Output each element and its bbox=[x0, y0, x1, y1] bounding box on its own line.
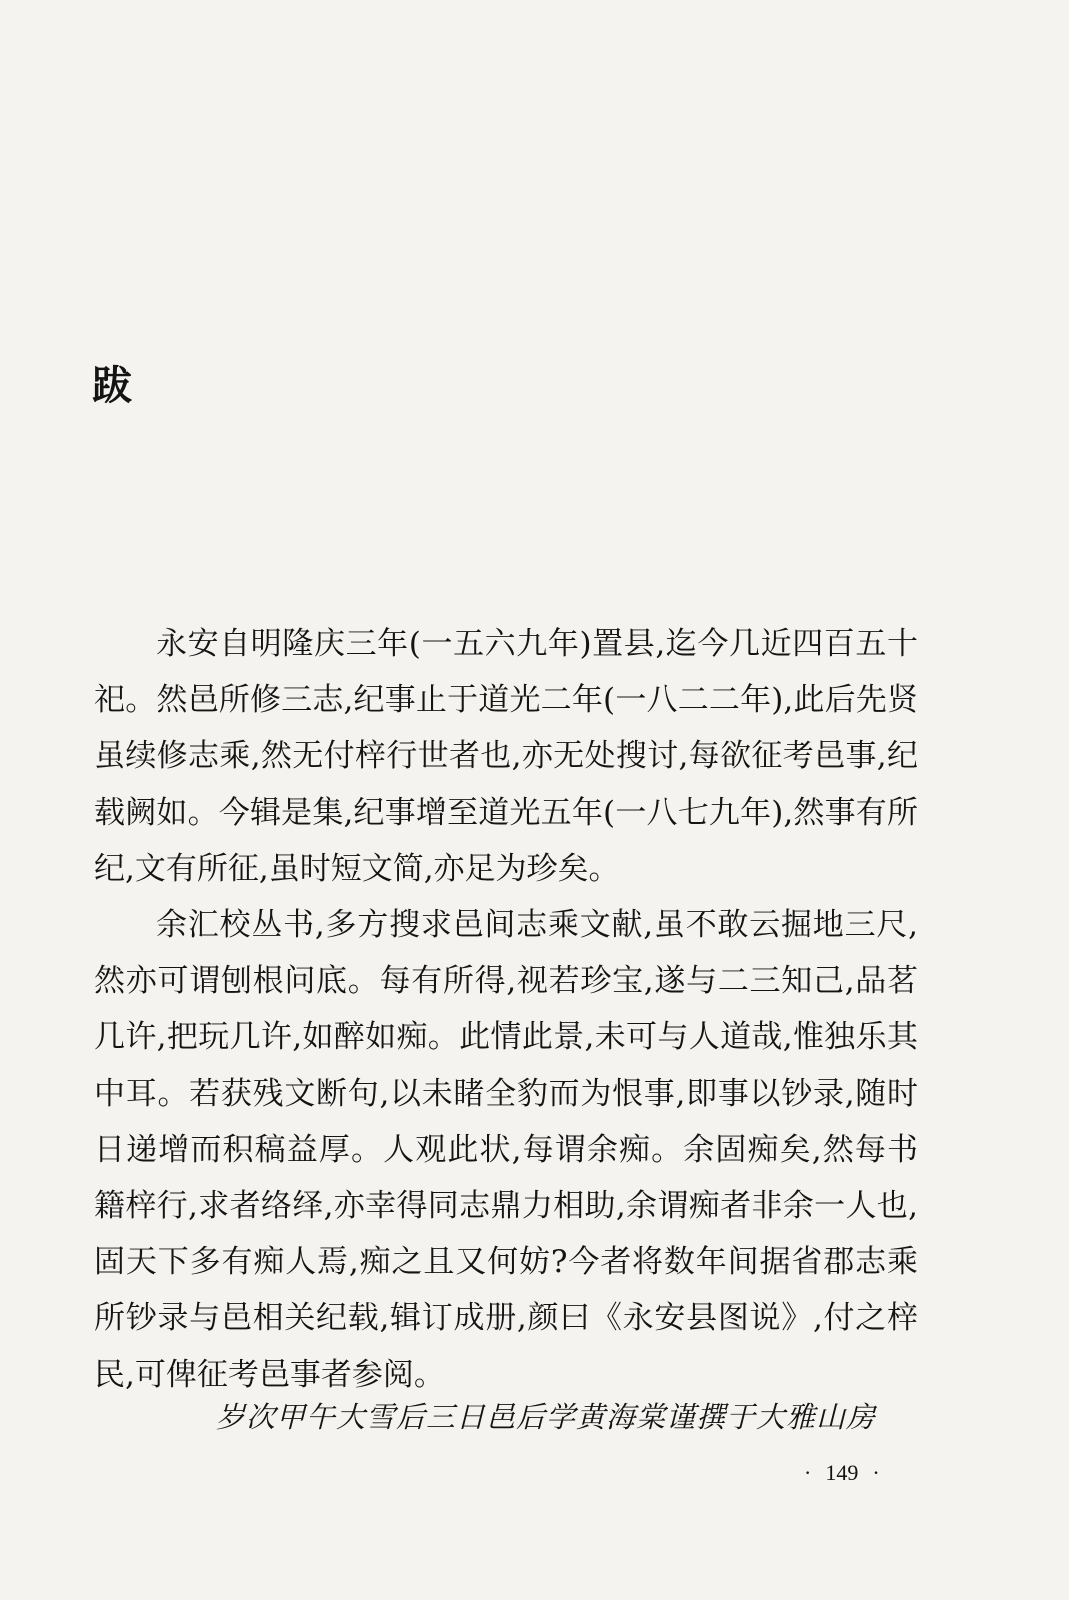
page-number-value: 149 bbox=[825, 1460, 859, 1485]
signature-line: 岁次甲午大雪后三日邑后学黄海棠谨撰于大雅山房 bbox=[216, 1400, 877, 1434]
page-number-left-dot: · bbox=[804, 1460, 812, 1485]
page-number bbox=[790, 1460, 894, 1486]
paragraph-2: 余汇校丛书,多方搜求邑间志乘文献,虽不敢云掘地三尺,然亦可谓刨根问底。每有所得,视若珍宝,遂与二三知己,品茗几许,把玩几许,如醉如痴。此情此景,未可与人道哉,惟独乐其中耳。若获残文断句,以未睹全豹而为恨事,即事以钞录,随时日递增而积稿益厚。人观此状,每谓余痴。余固痴矣,然每书籍梓行,求者络绎,亦幸得同志鼎力相助,余谓痴者非余一人也,固天下多有痴人焉,痴之且又何妨?今者将数年间据省郡志乘所钞录与邑相关纪载,辑订成册,颜曰《永安县图说》,付之梓民,可俾征考邑事者参阅。 bbox=[94, 907, 918, 1393]
paragraph-1: 永安自明隆庆三年(一五六九年)置县,迄今几近四百五十祀。然邑所修三志,纪事止于道光二年(一八二二年),此后先贤虽续修志乘,然无付梓行世者也,亦无处搜讨,每欲征考邑事,纪载阙如。今辑是集,纪事增至道光五年(一八七九年),然事有所纪,文有所征,虽时短文简,亦足为珍矣。 bbox=[94, 626, 918, 887]
body-text bbox=[94, 616, 918, 1403]
page-number-right-dot: · bbox=[872, 1460, 880, 1485]
section-title: 跋 bbox=[92, 362, 134, 409]
